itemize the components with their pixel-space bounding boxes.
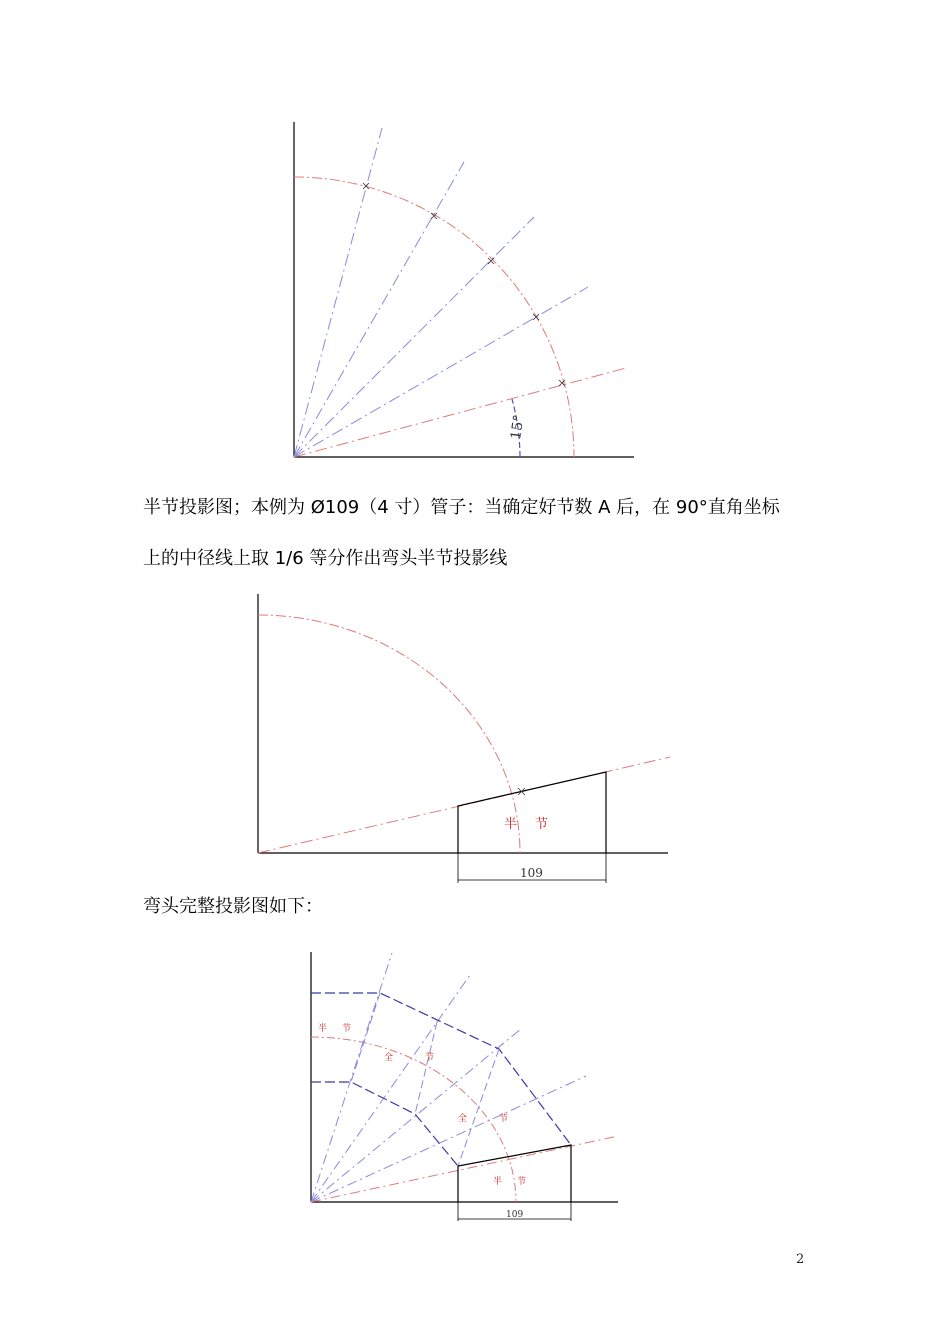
bottom-half-label-2: 节 xyxy=(517,1177,527,1187)
radial-line-45 xyxy=(294,217,534,457)
dimension-label: 109 xyxy=(520,866,543,880)
full-section-2-label-1: 全 xyxy=(458,1114,468,1124)
half-label-2: 节 xyxy=(535,817,549,832)
radial-line-30 xyxy=(294,287,588,457)
top-half-label-1: 半 xyxy=(318,1024,328,1034)
half-label-1: 半 xyxy=(504,817,518,832)
bottom-half-label-1: 半 xyxy=(493,1177,503,1187)
description-line-3: 弯头完整投影图如下： xyxy=(143,896,323,917)
full-section-1-label-2: 节 xyxy=(425,1053,435,1063)
full-section-1-label-1: 全 xyxy=(384,1053,394,1063)
radial-line-15 xyxy=(294,368,626,457)
top-half-label-2: 节 xyxy=(342,1024,352,1034)
dimension-label: 109 xyxy=(506,1210,524,1220)
description-line-2: 上的中径线上取 1/6 等分作出弯头半节投影线 xyxy=(143,548,508,569)
angle-label: 15° xyxy=(508,413,528,441)
page-number: 2 xyxy=(796,1252,805,1267)
full-section-2-label-2: 节 xyxy=(499,1114,509,1124)
radial-line-60 xyxy=(294,162,464,457)
description-line-1: 半节投影图；本例为 Ø109（4 寸）管子：当确定好节数 A 后，在 90°直角坐标 xyxy=(143,497,780,518)
